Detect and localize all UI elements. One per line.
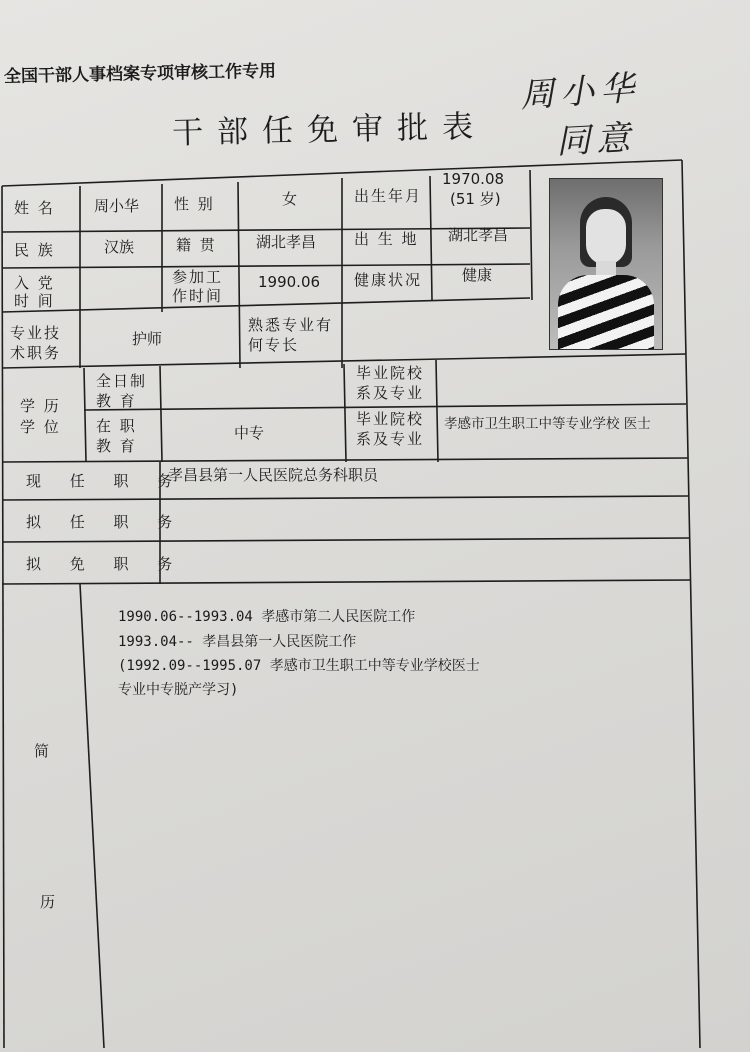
gender-label: 性 别 bbox=[174, 195, 215, 213]
fulltime-school-label-1: 毕业院校 bbox=[356, 364, 425, 382]
handwritten-name: 周小华 bbox=[518, 67, 642, 117]
work-start-label-2: 作时间 bbox=[172, 287, 224, 305]
resume-line: 1990.06--1993.04 孝感市第二人民医院工作 bbox=[118, 609, 416, 625]
education-label: 学 历 bbox=[20, 397, 61, 415]
name-label: 姓 名 bbox=[14, 199, 55, 217]
specialty-label-1: 熟悉专业有 bbox=[248, 316, 334, 334]
name-value: 周小华 bbox=[94, 197, 140, 215]
parttime-school-label-2: 系及专业 bbox=[356, 430, 425, 448]
birthplace-value: 湖北孝昌 bbox=[448, 226, 509, 244]
native-place-label: 籍 贯 bbox=[176, 236, 217, 254]
handwritten-approval: 同意 bbox=[555, 117, 638, 163]
gender-value: 女 bbox=[282, 190, 298, 208]
work-start-value: 1990.06 bbox=[258, 273, 321, 291]
parttime-education-label-2: 教 育 bbox=[96, 437, 137, 455]
proposed-position-label: 拟 任 职 务 bbox=[26, 513, 185, 531]
current-position-label: 现 任 职 务 bbox=[26, 472, 185, 490]
birth-date-value: 1970.08 bbox=[442, 170, 505, 188]
fulltime-school-label-2: 系及专业 bbox=[356, 384, 425, 402]
parttime-school-value: 孝感市卫生职工中等专业学校 医士 bbox=[444, 416, 651, 432]
party-join-label-2: 时 间 bbox=[14, 292, 55, 310]
resume-label-2: 历 bbox=[40, 893, 58, 911]
resume-line: 1993.04-- 孝昌县第一人民医院工作 bbox=[118, 634, 357, 650]
birth-date-label: 出生年月 bbox=[354, 187, 423, 205]
party-join-label-1: 入 党 bbox=[14, 274, 55, 292]
birthplace-label: 出 生 地 bbox=[354, 230, 419, 248]
resume-line: (1992.09--1995.07 孝感市卫生职工中等专业学校医士 bbox=[118, 658, 480, 674]
applicant-photo bbox=[549, 178, 663, 350]
ethnicity-value: 汉族 bbox=[104, 238, 135, 256]
resume-line: 专业中专脱产学习) bbox=[118, 682, 239, 698]
work-start-label-1: 参加工 bbox=[172, 268, 224, 286]
native-place-value: 湖北孝昌 bbox=[256, 233, 317, 251]
age-value: (51 岁) bbox=[450, 190, 501, 208]
current-position-value: 孝昌县第一人民医院总务科职员 bbox=[168, 466, 379, 484]
health-value: 健康 bbox=[462, 266, 493, 284]
form-title: 干部任免审批表 bbox=[171, 108, 488, 152]
parttime-school-label-1: 毕业院校 bbox=[356, 410, 425, 428]
removed-position-label: 拟 免 职 务 bbox=[26, 555, 185, 573]
resume-label-1: 简 bbox=[34, 742, 52, 760]
specialty-label-2: 何专长 bbox=[248, 336, 300, 354]
professional-title-label-2: 术职务 bbox=[10, 344, 62, 362]
degree-label: 学 位 bbox=[20, 418, 61, 436]
parttime-education-label-1: 在 职 bbox=[96, 417, 137, 435]
professional-title-label-1: 专业技 bbox=[10, 324, 62, 342]
purpose-note: 全国干部人事档案专项审核工作专用 bbox=[3, 61, 277, 87]
professional-title-value: 护师 bbox=[132, 330, 163, 348]
health-label: 健康状况 bbox=[354, 271, 423, 289]
fulltime-education-label-2: 教 育 bbox=[96, 392, 137, 410]
fulltime-education-label-1: 全日制 bbox=[96, 372, 148, 390]
ethnicity-label: 民 族 bbox=[14, 241, 55, 259]
parttime-education-value: 中专 bbox=[234, 424, 265, 442]
